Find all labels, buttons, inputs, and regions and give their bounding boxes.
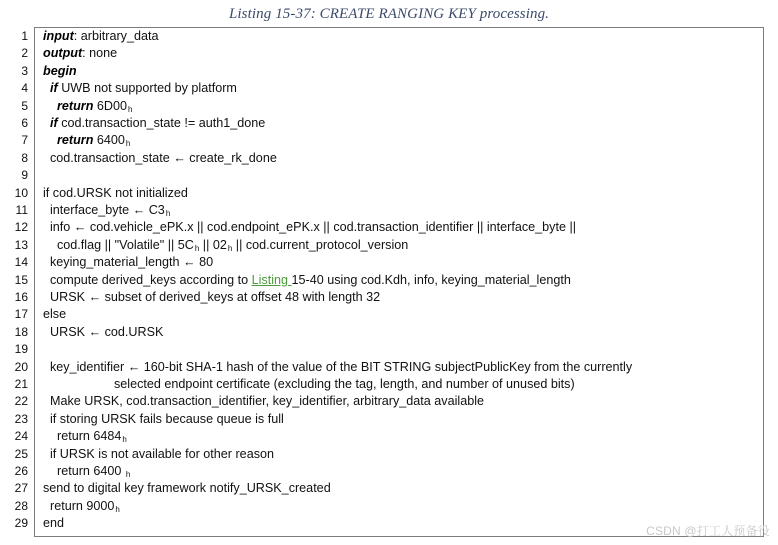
code-text: : arbitrary_data — [73, 29, 159, 43]
code-text: return 9000 — [50, 498, 115, 513]
code-text: return 6484 — [57, 429, 122, 444]
code-line-25 — [50, 446, 274, 463]
code-line-2 — [43, 45, 117, 62]
line-number: 14 — [14, 255, 28, 270]
code-line-24 — [57, 428, 127, 445]
code-text: cod.flag || "Volatile" || 5C — [57, 237, 194, 252]
line-number: 7 — [21, 133, 28, 148]
hex-suffix: h — [115, 504, 120, 514]
code-line-5 — [57, 98, 132, 115]
line-number: 16 — [14, 290, 28, 304]
code-text: keying_material_length ← 80 — [50, 255, 214, 270]
code-line-3 — [43, 63, 77, 80]
line-number: 24 — [14, 429, 28, 444]
line-number: 8 — [21, 150, 28, 165]
code-text: 15-40 using cod.Kdh, info, keying_material_length — [291, 272, 571, 287]
code-line-23 — [50, 411, 284, 428]
code-line-15 — [50, 272, 571, 289]
listing-link[interactable]: Listing — [251, 272, 292, 287]
line-number: 6 — [21, 116, 28, 130]
line-number: 25 — [14, 446, 28, 461]
code-line-21 — [114, 376, 575, 393]
code-text: key_identifier ← 160-bit SHA-1 hash of the value of the BIT STRING subjectPublicKey from the currently — [50, 359, 633, 374]
code-text: cod.transaction_state != auth1_done — [57, 116, 266, 130]
code-line-7 — [57, 132, 130, 149]
line-number: 29 — [14, 516, 28, 531]
code-line-13 — [57, 237, 408, 254]
code-line-6 — [50, 115, 265, 132]
line-number: 15 — [14, 272, 28, 287]
hex-suffix: h — [125, 470, 131, 479]
code-text: Make URSK, cod.transaction_identifier, key_identifier, arbitrary_data available — [50, 394, 485, 409]
code-text: 6D00 — [93, 98, 127, 113]
code-text: URSK ← subset of derived_keys at offset 48 with length 32 — [50, 290, 381, 304]
code-line-29 — [43, 515, 64, 532]
line-number: 27 — [14, 481, 28, 496]
code-text: if storing URSK fails because queue is full — [50, 411, 284, 426]
code-line-8 — [50, 150, 277, 167]
code-line-10 — [43, 185, 188, 202]
code-line-4 — [50, 80, 237, 97]
code-line-20 — [50, 359, 632, 376]
hex-suffix: h — [227, 243, 233, 253]
line-number: 11 — [15, 203, 28, 217]
code-line-28 — [50, 498, 120, 515]
code-text: || 02 — [199, 237, 227, 252]
code-line-11 — [50, 202, 170, 219]
code-line-12 — [50, 219, 576, 236]
code-text: interface_byte ← C3 — [50, 203, 165, 217]
code-line-26 — [57, 463, 130, 480]
watermark: CSDN @打工人预备役 — [646, 524, 770, 538]
line-number: 26 — [14, 464, 28, 478]
hex-suffix: h — [165, 209, 171, 218]
keyword: input — [43, 29, 74, 43]
keyword: if — [50, 81, 58, 96]
line-number: 18 — [14, 324, 28, 339]
line-number: 5 — [21, 98, 28, 113]
keyword: output — [43, 46, 83, 61]
line-number: 4 — [21, 81, 28, 96]
listing-caption: Listing 15-37: CREATE RANGING KEY processing. — [228, 6, 550, 22]
line-number: 9 — [21, 168, 28, 183]
code-line-17 — [43, 306, 66, 323]
code-text: if URSK is not available for other reason — [50, 446, 275, 461]
line-number: 28 — [14, 498, 28, 513]
line-number: 23 — [14, 411, 28, 426]
line-number: 12 — [14, 220, 28, 235]
code-line-1 — [43, 28, 158, 45]
line-number: 13 — [14, 237, 28, 252]
line-number: 1 — [21, 29, 28, 43]
code-line-18 — [50, 324, 163, 341]
code-text: if cod.URSK not initialized — [43, 185, 188, 200]
code-text: send to digital key framework notify_URSK_created — [43, 481, 331, 496]
line-number: 17 — [14, 307, 28, 322]
code-text: UWB not supported by platform — [57, 81, 237, 96]
keyword: return — [57, 133, 94, 148]
code-text: || cod.current_protocol_version — [232, 237, 409, 252]
code-line-14 — [50, 254, 213, 271]
code-text: selected endpoint certificate (excluding the tag, length, and number of unused bits) — [114, 377, 575, 391]
hex-suffix: h — [194, 243, 200, 253]
code-text: else — [43, 307, 67, 322]
code-line-16 — [50, 289, 380, 306]
code-text: URSK ← cod.URSK — [50, 324, 164, 339]
code-text: compute derived_keys according to — [50, 272, 252, 287]
code-text: info ← cod.vehicle_ePK.x || cod.endpoint_ePK.x || cod.transaction_identifier || interface_byte || — [50, 220, 577, 235]
hex-suffix: h — [125, 139, 131, 149]
code-text: return 6400 — [57, 464, 125, 478]
keyword: return — [57, 98, 94, 113]
code-text: : none — [82, 46, 118, 61]
line-number: 22 — [14, 394, 28, 409]
code-text: cod.transaction_state ← create_rk_done — [50, 150, 277, 165]
line-number: 19 — [14, 342, 28, 357]
line-number: 21 — [14, 377, 28, 391]
hex-suffix: h — [122, 435, 127, 445]
line-number: 20 — [14, 359, 28, 374]
hex-suffix: h — [128, 104, 133, 114]
keyword: if — [50, 116, 58, 130]
code-text: end — [43, 516, 65, 531]
code-line-27 — [43, 480, 331, 497]
keyword: begin — [43, 63, 77, 78]
code-text: 6400 — [93, 133, 125, 148]
line-number: 2 — [21, 46, 28, 61]
code-line-22 — [50, 393, 484, 410]
line-number: 3 — [21, 63, 28, 78]
line-number: 10 — [14, 185, 28, 200]
